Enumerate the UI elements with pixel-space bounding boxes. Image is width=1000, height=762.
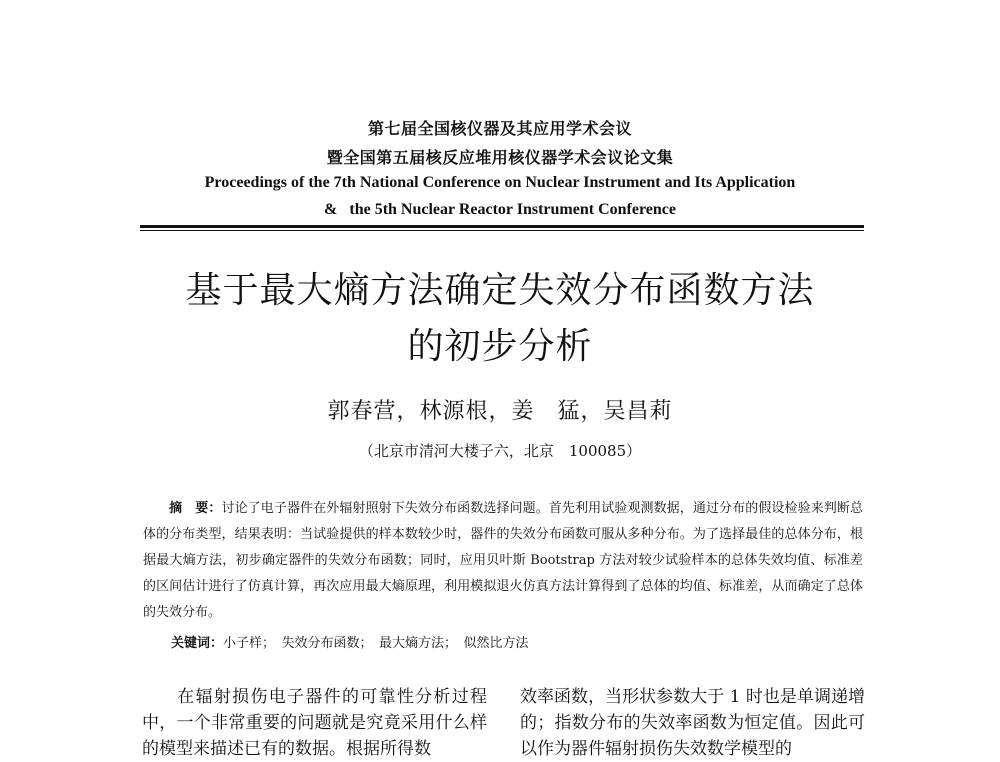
paper-title-line1: 基于最大熵方法确定失效分布函数方法 [185,270,815,311]
keywords-text: 小子样； 失效分布函数； 最大熵方法； 似然比方法 [223,636,529,651]
abstract-label: 摘 要： [169,501,222,516]
body-left-text: 在辐射损伤电子器件的可靠性分析过程中，一个非常重要的问题就是究竟采用什么样的模型来描述已有的数据。根据所得数 [142,687,487,759]
paper-title-line2: 的初步分析 [407,326,593,367]
conference-title-en-line2: & the 5th Nuclear Reactor Instrument Conference [324,201,676,218]
conference-title-en-line1: Proceedings of the 7th National Conference on Nuclear Instrument and Its Application [204,174,796,191]
abstract [143,496,863,626]
keywords-label: 关键词： [171,636,224,651]
header-rule-thin [140,230,864,231]
header-rule-thick [140,225,864,228]
body-column-left [142,684,487,762]
affiliation: （北京市清河大楼子六，北京 100085） [358,442,642,460]
body-right-text: 效率函数，当形状参数大于 1 时也是单调递增的；指数分布的失效率函数为恒定值。因此可以作为器件辐射损伤失效数学模型的 [520,687,865,759]
conference-title-cn-line1: 第七届全国核仪器及其应用学术会议 [367,119,632,138]
abstract-text: 讨论了电子器件在外辐射照射下失效分布函数选择问题。首先利用试验观测数据，通过分布的假设检验来判断总体的分布类型，结果表明：当试验提供的样本数较少时，器件的失效分布函数可服从多种分布。为了选择最佳的总体分布，根据最大熵方法，初步确定器件的失效分布函数；同时，应用贝叶斯 Bootstrap 方法对较少试验样本的总体失效均值、标准差的区间估计进行了仿真计算，再次应用最大熵原理，利用模拟退火仿真方法计算得到了总体的均值、标准差，从而确定了总体的失效分布。 [143,501,863,620]
conference-title-cn-line2: 暨全国第五届核反应堆用核仪器学术会议论文集 [326,148,674,167]
author-list: 郭春营，林源根，姜 猛，吴昌莉 [327,399,673,424]
body-column-right [520,684,865,762]
keywords [171,633,529,655]
